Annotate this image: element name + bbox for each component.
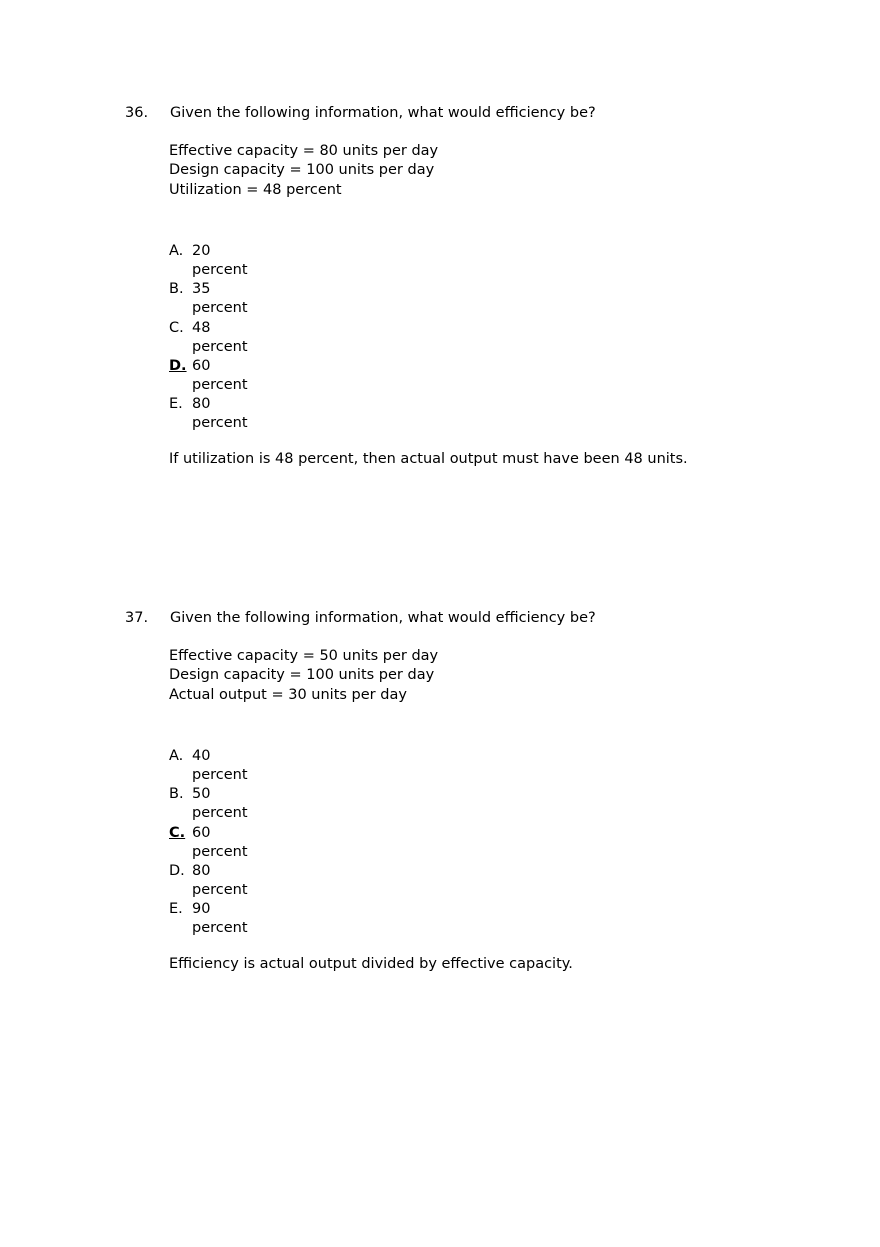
option-value: 60 — [192, 824, 211, 841]
option-a — [169, 242, 825, 280]
given-line: Effective capacity = 80 units per day — [169, 143, 439, 159]
option-unit: percent — [192, 300, 248, 317]
question-36 — [125, 103, 825, 469]
answer-options — [169, 747, 825, 938]
given-line: Effective capacity = 50 units per day — [169, 648, 439, 664]
option-d — [169, 862, 825, 900]
option-value: 40 — [192, 748, 211, 765]
option-letter: A. — [169, 748, 184, 765]
question-text: Given the following information, what would efficiency be? — [170, 105, 596, 121]
question-header — [125, 103, 825, 123]
question-37 — [125, 608, 825, 974]
option-letter: D. — [169, 357, 187, 374]
option-value: 35 — [192, 281, 211, 298]
given-line: Design capacity = 100 units per day — [169, 667, 435, 684]
option-letter: E. — [169, 395, 183, 412]
option-value: 80 — [192, 395, 211, 412]
option-c — [169, 824, 825, 862]
option-e — [169, 900, 825, 938]
option-b — [169, 280, 825, 318]
option-unit: percent — [192, 338, 248, 355]
option-e — [169, 395, 825, 433]
option-unit: percent — [192, 919, 248, 936]
option-letter: E. — [169, 900, 183, 917]
answer-explanation: If utilization is 48 percent, then actual output must have been 48 units. — [169, 451, 688, 468]
option-a — [169, 747, 825, 785]
option-unit: percent — [192, 414, 248, 431]
option-value: 50 — [192, 786, 211, 803]
question-number: 37. — [125, 610, 149, 626]
option-b — [169, 785, 825, 823]
option-letter: A. — [169, 243, 184, 260]
option-letter: C. — [169, 824, 186, 841]
option-value: 48 — [192, 319, 211, 336]
question-text: Given the following information, what would efficiency be? — [170, 610, 596, 626]
option-letter: D. — [169, 862, 185, 879]
given-information — [169, 142, 825, 200]
option-unit: percent — [192, 881, 248, 898]
option-unit: percent — [192, 376, 248, 393]
given-line: Design capacity = 100 units per day — [169, 162, 435, 179]
option-c — [169, 319, 825, 357]
given-information — [169, 647, 825, 705]
given-line: Utilization = 48 percent — [169, 181, 342, 198]
answer-options — [169, 242, 825, 433]
question-number: 36. — [125, 105, 149, 121]
option-letter: B. — [169, 786, 184, 803]
option-d — [169, 357, 825, 395]
option-letter: C. — [169, 319, 184, 336]
option-value: 20 — [192, 243, 211, 260]
option-unit: percent — [192, 767, 248, 784]
option-unit: percent — [192, 805, 248, 822]
given-line: Actual output = 30 units per day — [169, 686, 407, 703]
answer-explanation: Efficiency is actual output divided by effective capacity. — [169, 956, 573, 973]
question-header — [125, 608, 825, 628]
option-value: 60 — [192, 357, 211, 374]
option-unit: percent — [192, 843, 248, 860]
option-value: 90 — [192, 900, 211, 917]
option-value: 80 — [192, 862, 211, 879]
option-unit: percent — [192, 262, 248, 279]
option-letter: B. — [169, 281, 184, 298]
